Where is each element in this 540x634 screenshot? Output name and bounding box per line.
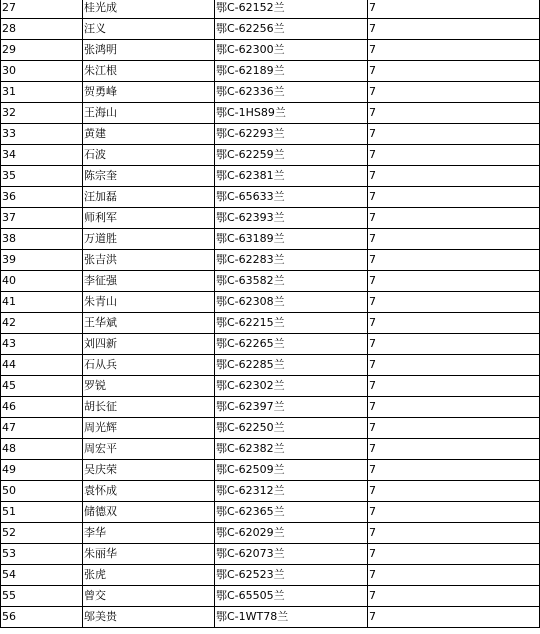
plate-number-cell: 鄂C-62308兰 — [215, 292, 368, 313]
plate-number-cell: 鄂C-62393兰 — [215, 208, 368, 229]
table-row — [1, 145, 540, 166]
table-row — [1, 523, 540, 544]
plate-number-cell: 鄂C-62029兰 — [215, 523, 368, 544]
name-cell: 张虎 — [83, 565, 215, 586]
name-cell: 王海山 — [83, 103, 215, 124]
row-number-cell: 41 — [1, 292, 83, 313]
row-number-cell: 53 — [1, 544, 83, 565]
value-cell: 7 — [368, 334, 540, 355]
row-number-cell: 49 — [1, 460, 83, 481]
plate-number-cell: 鄂C-62312兰 — [215, 481, 368, 502]
value-cell: 7 — [368, 82, 540, 103]
name-cell: 吴庆荣 — [83, 460, 215, 481]
value-cell: 7 — [368, 481, 540, 502]
name-cell: 李征强 — [83, 271, 215, 292]
value-cell: 7 — [368, 187, 540, 208]
table-row — [1, 355, 540, 376]
value-cell: 7 — [368, 586, 540, 607]
row-number-cell: 32 — [1, 103, 83, 124]
name-cell: 贺勇峰 — [83, 82, 215, 103]
plate-number-cell: 鄂C-1HS89兰 — [215, 103, 368, 124]
name-cell: 桂光成 — [83, 0, 215, 19]
value-cell: 7 — [368, 502, 540, 523]
plate-number-cell: 鄂C-62256兰 — [215, 19, 368, 40]
value-cell: 7 — [368, 40, 540, 61]
table-row — [1, 229, 540, 250]
value-cell: 7 — [368, 103, 540, 124]
value-cell: 7 — [368, 544, 540, 565]
plate-number-cell: 鄂C-65505兰 — [215, 586, 368, 607]
name-cell: 石波 — [83, 145, 215, 166]
row-number-cell: 39 — [1, 250, 83, 271]
row-number-cell: 29 — [1, 40, 83, 61]
plate-number-cell: 鄂C-62302兰 — [215, 376, 368, 397]
name-cell: 汪义 — [83, 19, 215, 40]
table-row — [1, 397, 540, 418]
plate-number-cell: 鄂C-65633兰 — [215, 187, 368, 208]
row-number-cell: 50 — [1, 481, 83, 502]
value-cell: 7 — [368, 166, 540, 187]
row-number-cell: 36 — [1, 187, 83, 208]
plate-number-cell: 鄂C-62365兰 — [215, 502, 368, 523]
value-cell: 7 — [368, 565, 540, 586]
name-cell: 张吉洪 — [83, 250, 215, 271]
name-cell: 师利军 — [83, 208, 215, 229]
value-cell: 7 — [368, 208, 540, 229]
name-cell: 朱青山 — [83, 292, 215, 313]
name-cell: 袁怀成 — [83, 481, 215, 502]
value-cell: 7 — [368, 250, 540, 271]
value-cell: 7 — [368, 397, 540, 418]
plate-number-cell: 鄂C-62283兰 — [215, 250, 368, 271]
table-row — [1, 250, 540, 271]
table-row — [1, 166, 540, 187]
value-cell: 7 — [368, 460, 540, 481]
name-cell: 陈宗奎 — [83, 166, 215, 187]
value-cell: 7 — [368, 271, 540, 292]
row-number-cell: 52 — [1, 523, 83, 544]
name-cell: 张鸿明 — [83, 40, 215, 61]
value-cell: 7 — [368, 124, 540, 145]
name-cell: 汪加磊 — [83, 187, 215, 208]
row-number-cell: 47 — [1, 418, 83, 439]
row-number-cell: 28 — [1, 19, 83, 40]
plate-number-cell: 鄂C-62215兰 — [215, 313, 368, 334]
plate-number-cell: 鄂C-62523兰 — [215, 565, 368, 586]
value-cell: 7 — [368, 439, 540, 460]
value-cell: 7 — [368, 355, 540, 376]
name-cell: 罗锐 — [83, 376, 215, 397]
plate-number-cell: 鄂C-62285兰 — [215, 355, 368, 376]
table-row — [1, 19, 540, 40]
row-number-cell: 27 — [1, 0, 83, 19]
table-row — [1, 187, 540, 208]
name-cell: 朱丽华 — [83, 544, 215, 565]
table-row — [1, 313, 540, 334]
table-row — [1, 376, 540, 397]
name-cell: 曾交 — [83, 586, 215, 607]
plate-number-cell: 鄂C-1WT78兰 — [215, 607, 368, 628]
plate-number-cell: 鄂C-62152兰 — [215, 0, 368, 19]
plate-number-cell: 鄂C-62381兰 — [215, 166, 368, 187]
row-number-cell: 54 — [1, 565, 83, 586]
plate-number-cell: 鄂C-62189兰 — [215, 61, 368, 82]
value-cell: 7 — [368, 61, 540, 82]
name-cell: 石从兵 — [83, 355, 215, 376]
table-row — [1, 271, 540, 292]
name-cell: 刘四新 — [83, 334, 215, 355]
table-row — [1, 460, 540, 481]
row-number-cell: 46 — [1, 397, 83, 418]
name-cell: 黄建 — [83, 124, 215, 145]
value-cell: 7 — [368, 523, 540, 544]
value-cell: 7 — [368, 313, 540, 334]
name-cell: 储德双 — [83, 502, 215, 523]
row-number-cell: 35 — [1, 166, 83, 187]
plate-number-cell: 鄂C-63189兰 — [215, 229, 368, 250]
row-number-cell: 40 — [1, 271, 83, 292]
name-cell: 朱江根 — [83, 61, 215, 82]
name-cell: 周宏平 — [83, 439, 215, 460]
table-body — [1, 0, 540, 628]
row-number-cell: 37 — [1, 208, 83, 229]
name-cell: 胡长征 — [83, 397, 215, 418]
value-cell: 7 — [368, 19, 540, 40]
plate-number-cell: 鄂C-63582兰 — [215, 271, 368, 292]
value-cell: 7 — [368, 145, 540, 166]
table-row — [1, 124, 540, 145]
table-row — [1, 502, 540, 523]
table-row — [1, 607, 540, 628]
value-cell: 7 — [368, 418, 540, 439]
row-number-cell: 44 — [1, 355, 83, 376]
name-cell: 王华斌 — [83, 313, 215, 334]
row-number-cell: 56 — [1, 607, 83, 628]
value-cell: 7 — [368, 0, 540, 19]
name-cell: 万道胜 — [83, 229, 215, 250]
row-number-cell: 34 — [1, 145, 83, 166]
value-cell: 7 — [368, 376, 540, 397]
table-row — [1, 292, 540, 313]
table-row — [1, 0, 540, 19]
table-row — [1, 418, 540, 439]
row-number-cell: 55 — [1, 586, 83, 607]
row-number-cell: 38 — [1, 229, 83, 250]
table-row — [1, 439, 540, 460]
plate-number-cell: 鄂C-62293兰 — [215, 124, 368, 145]
plate-number-cell: 鄂C-62382兰 — [215, 439, 368, 460]
table-row — [1, 82, 540, 103]
table-row — [1, 103, 540, 124]
row-number-cell: 51 — [1, 502, 83, 523]
plate-number-cell: 鄂C-62336兰 — [215, 82, 368, 103]
table-row — [1, 61, 540, 82]
plate-number-cell: 鄂C-62250兰 — [215, 418, 368, 439]
row-number-cell: 42 — [1, 313, 83, 334]
plate-number-cell: 鄂C-62300兰 — [215, 40, 368, 61]
table-row — [1, 481, 540, 502]
table-row — [1, 334, 540, 355]
table-row — [1, 565, 540, 586]
plate-number-cell: 鄂C-62509兰 — [215, 460, 368, 481]
name-cell: 邬美贵 — [83, 607, 215, 628]
table-row — [1, 544, 540, 565]
name-cell: 李华 — [83, 523, 215, 544]
plate-number-cell: 鄂C-62265兰 — [215, 334, 368, 355]
row-number-cell: 30 — [1, 61, 83, 82]
row-number-cell: 43 — [1, 334, 83, 355]
row-number-cell: 31 — [1, 82, 83, 103]
row-number-cell: 48 — [1, 439, 83, 460]
table-row — [1, 586, 540, 607]
plate-number-cell: 鄂C-62073兰 — [215, 544, 368, 565]
table-row — [1, 40, 540, 61]
plate-number-cell: 鄂C-62259兰 — [215, 145, 368, 166]
name-cell: 周光辉 — [83, 418, 215, 439]
row-number-cell: 45 — [1, 376, 83, 397]
plate-number-cell: 鄂C-62397兰 — [215, 397, 368, 418]
value-cell: 7 — [368, 229, 540, 250]
row-number-cell: 33 — [1, 124, 83, 145]
value-cell: 7 — [368, 607, 540, 628]
value-cell: 7 — [368, 292, 540, 313]
table-row — [1, 208, 540, 229]
